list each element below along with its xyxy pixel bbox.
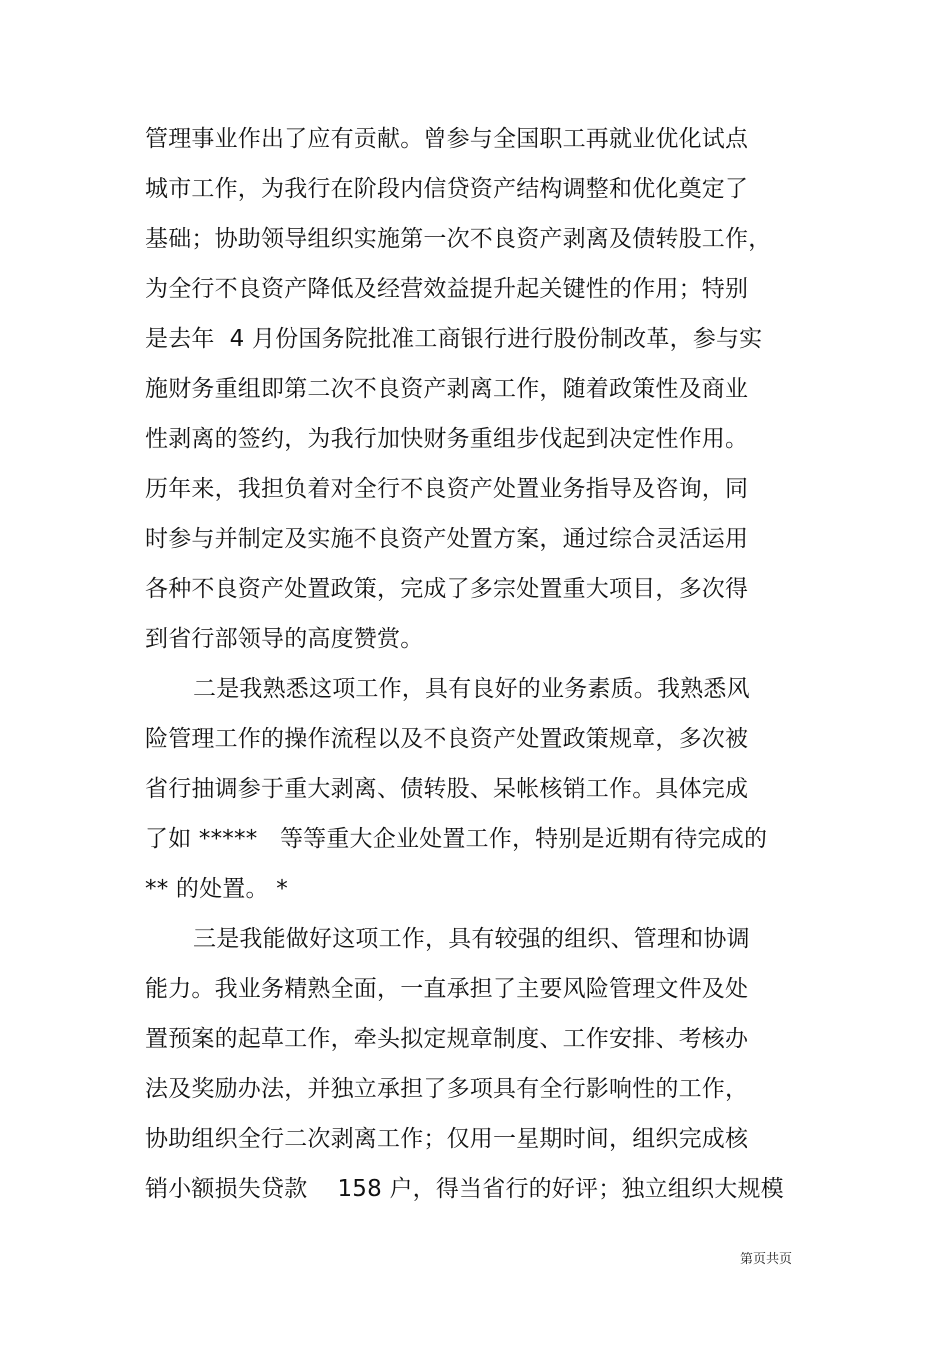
paragraph-line: 三是我能做好这项工作，具有较强的组织、管理和协调 bbox=[193, 926, 750, 952]
paragraph-line: 到省行部领导的高度赞赏。 bbox=[145, 626, 424, 652]
paragraph-line: 二是我熟悉这项工作，具有良好的业务素质。我熟悉风 bbox=[193, 676, 750, 702]
page-footer: 第页共页 bbox=[740, 1252, 793, 1267]
paragraph-line: 时参与并制定及实施不良资产处置方案，通过综合灵活运用 bbox=[145, 526, 749, 552]
paragraph-line: 了如 ***** 等等重大企业处置工作，特别是近期有待完成的 bbox=[145, 826, 768, 852]
paragraph-line: 历年来，我担负着对全行不良资产处置业务指导及咨询，同 bbox=[145, 476, 749, 502]
paragraph-line: 是去年 4 月份国务院批准工商银行进行股份制改革，参与实 bbox=[145, 326, 763, 352]
paragraph-line: ** 的处置。 * bbox=[145, 876, 288, 902]
paragraph-line: 销小额损失贷款 158 户，得当省行的好评；独立组织大规模 bbox=[145, 1176, 784, 1202]
paragraph-line: 基础；协助领导组织实施第一次不良资产剥离及债转股工作， bbox=[145, 226, 772, 252]
paragraph-line: 省行抽调参于重大剥离、债转股、呆帐核销工作。具体完成 bbox=[145, 776, 749, 802]
paragraph-line: 险管理工作的操作流程以及不良资产处置政策规章，多次被 bbox=[145, 726, 749, 752]
paragraph-line: 协助组织全行二次剥离工作；仅用一星期时间，组织完成核 bbox=[145, 1126, 749, 1152]
paragraph-line: 管理事业作出了应有贡献。曾参与全国职工再就业优化试点 bbox=[145, 126, 749, 152]
paragraph-line: 法及奖励办法，并独立承担了多项具有全行影响性的工作， bbox=[145, 1076, 749, 1102]
paragraph-line: 各种不良资产处置政策，完成了多宗处置重大项目，多次得 bbox=[145, 576, 749, 602]
paragraph-line: 置预案的起草工作，牵头拟定规章制度、工作安排、考核办 bbox=[145, 1026, 749, 1052]
paragraph-line: 城市工作，为我行在阶段内信贷资产结构调整和优化奠定了 bbox=[145, 176, 749, 202]
paragraph-line: 施财务重组即第二次不良资产剥离工作，随着政策性及商业 bbox=[145, 376, 749, 402]
paragraph-line: 为全行不良资产降低及经营效益提升起关键性的作用；特别 bbox=[145, 276, 749, 302]
paragraph-line: 能力。我业务精熟全面，一直承担了主要风险管理文件及处 bbox=[145, 976, 749, 1002]
paragraph-line: 性剥离的签约，为我行加快财务重组步伐起到决定性作用。 bbox=[145, 426, 749, 452]
